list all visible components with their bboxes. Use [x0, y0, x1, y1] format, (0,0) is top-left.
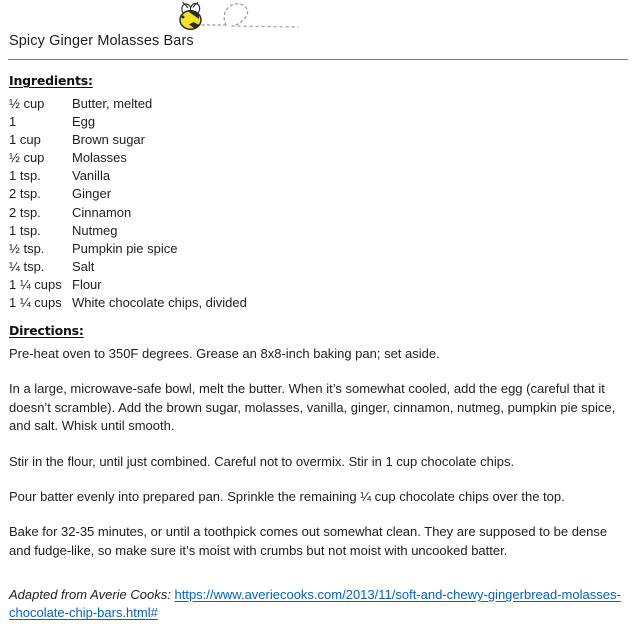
directions-heading: Directions:: [9, 323, 84, 338]
ingredient-row: [0, 113, 637, 131]
ingredient-row: [0, 185, 637, 203]
ingredient-quantity: 1 ¼ cups: [9, 276, 62, 292]
ingredient-quantity: 1 tsp.: [9, 168, 41, 184]
ingredient-name: Brown sugar: [72, 132, 145, 148]
ingredient-quantity: 2 tsp.: [9, 204, 41, 220]
ingredient-row: [0, 222, 637, 240]
bee-trail-loop: [224, 4, 247, 26]
ingredient-quantity: ½ cup: [9, 96, 45, 111]
ingredient-row: [0, 276, 637, 294]
ingredient-quantity: 1: [9, 114, 17, 130]
ingredient-quantity: 1 tsp.: [9, 222, 41, 238]
ingredient-quantity: ¼ tsp.: [9, 258, 45, 274]
page-title: Spicy Ginger Molasses Bars: [9, 33, 194, 49]
title-divider: [8, 59, 628, 60]
ingredient-name: Butter, melted: [72, 96, 153, 111]
ingredient-quantity: 2 tsp.: [9, 186, 41, 202]
ingredient-row: [0, 149, 637, 167]
direction-step: In a large, microwave-safe bowl, melt the butter. When it’s somewhat cooled, add the egg (careful that it doesn’t scramble). Add the brown sugar, molasses, vanilla, ginger, cinnamon, nutmeg, pumpkin pie spice, and salt. Whisk until smooth.: [9, 381, 616, 434]
ingredient-name: Ginger: [72, 186, 112, 202]
ingredient-name: Molasses: [72, 150, 127, 166]
ingredient-quantity: ½ cup: [9, 150, 45, 166]
ingredient-name: White chocolate chips, divided: [72, 295, 247, 311]
ingredient-quantity: 1 cup: [9, 132, 41, 148]
direction-step: Pre-heat oven to 350F degrees. Grease an 8x8-inch baking pan; set aside.: [9, 346, 440, 361]
source-link[interactable]: https://www.averiecooks.com/2013/11/soft-and-chewy-gingerbread-molasses-chocolate-chip-bars.html#: [9, 587, 621, 621]
ingredients-heading: Ingredients:: [9, 73, 93, 88]
ingredient-row: [0, 131, 637, 149]
ingredient-row: [0, 95, 637, 113]
ingredient-name: Pumpkin pie spice: [72, 240, 178, 256]
ingredient-quantity: 1 ¼ cups: [9, 295, 62, 311]
direction-step: Stir in the flour, until just combined. Careful not to overmix. Stir in 1 cup chocolate chips.: [9, 453, 515, 469]
ingredient-name: Cinnamon: [72, 204, 132, 220]
ingredient-row: [0, 240, 637, 258]
ingredient-row: [0, 167, 637, 185]
bee-trail-segment-right: [232, 26, 298, 27]
ingredient-name: Salt: [72, 258, 95, 274]
ingredient-row: [0, 294, 637, 312]
direction-step: Pour batter evenly into prepared pan. Sprinkle the remaining ¼ cup chocolate chips over the top.: [9, 489, 565, 505]
ingredient-name: Nutmeg: [72, 222, 118, 238]
ingredients-list: [0, 95, 637, 312]
source-attribution: [0, 586, 637, 623]
direction-step: Bake for 32-35 minutes, or until a toothpick comes out somewhat clean. They are supposed to be dense and fudge-like, so make sure it’s moist with crumbs but not moist with uncooked batter.: [9, 524, 608, 558]
ingredient-name: Flour: [72, 276, 102, 292]
source-lead-text: Adapted from Averie Cooks:: [9, 587, 175, 602]
directions-list: [0, 345, 637, 577]
ingredient-quantity: ½ tsp.: [9, 240, 45, 256]
ingredient-name: Vanilla: [72, 168, 111, 184]
ingredient-row: [0, 204, 637, 222]
ingredient-row: [0, 258, 637, 276]
ingredient-name: Egg: [72, 114, 96, 130]
